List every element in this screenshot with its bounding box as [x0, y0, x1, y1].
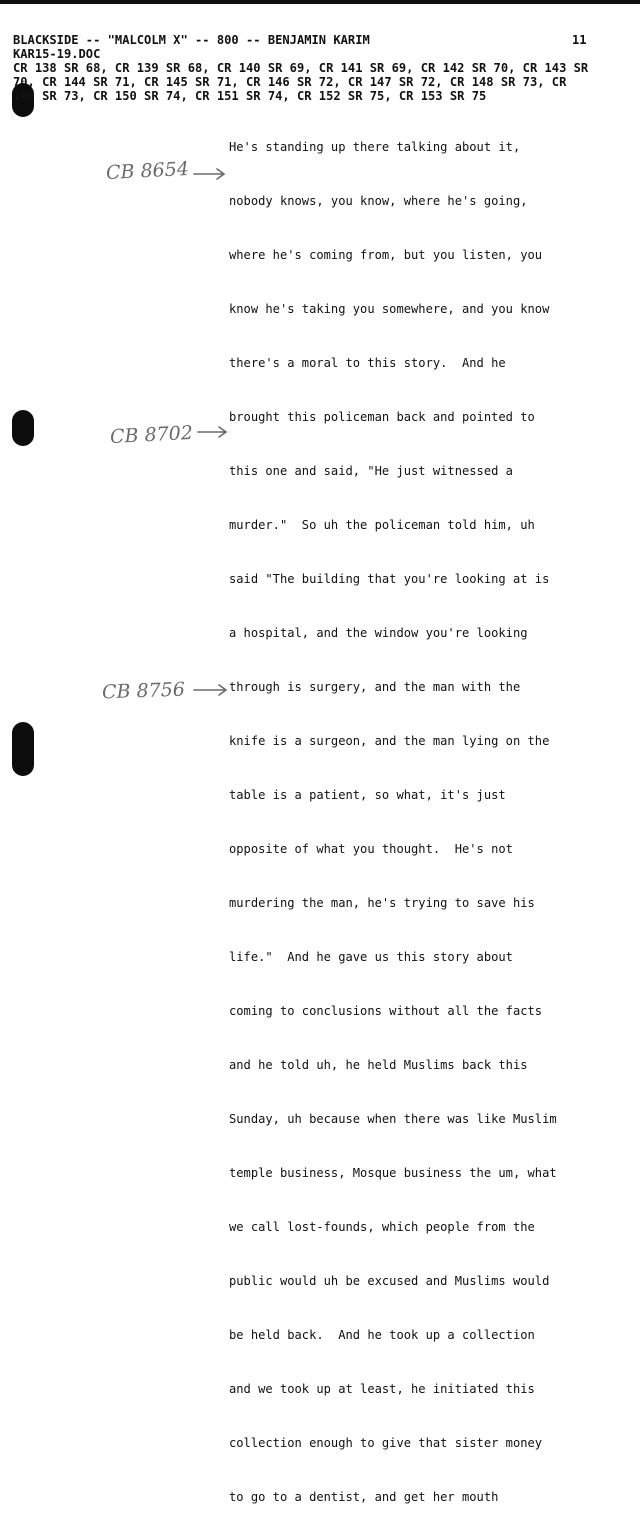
- scan-top-edge: [0, 0, 640, 4]
- punch-hole-bottom: [12, 722, 34, 776]
- transcript-line: He's standing up there talking about it,: [229, 140, 521, 154]
- transcript-line: murder." So uh the policeman told him, uh: [229, 518, 535, 532]
- roll-list-line: 149 SR 73, CR 150 SR 74, CR 151 SR 74, CR 152 SR 75, CR 153 SR 75: [13, 89, 487, 103]
- transcript-line: there's a moral to this story. And he: [229, 356, 506, 370]
- document-title-line: BLACKSIDE -- "MALCOLM X" -- 800 -- BENJAMIN KARIM: [13, 33, 370, 47]
- transcript-line: life." And he gave us this story about: [229, 950, 513, 964]
- transcript-line: public would uh be excused and Muslims would: [229, 1274, 550, 1288]
- transcript-line: opposite of what you thought. He's not: [229, 842, 513, 856]
- transcript-line: through is surgery, and the man with the: [229, 680, 521, 694]
- transcript-line: this one and said, "He just witnessed a: [229, 464, 513, 478]
- margin-note-cb-8654: CB 8654: [105, 157, 190, 185]
- transcript-line: know he's taking you somewhere, and you know: [229, 302, 550, 316]
- margin-note-cb-8756: CB 8756: [101, 678, 186, 704]
- punch-holes: [0, 0, 40, 842]
- transcript-line: temple business, Mosque business the um, what: [229, 1166, 557, 1180]
- transcript-line: Sunday, uh because when there was like Muslim: [229, 1112, 557, 1126]
- transcript-line: to go to a dentist, and get her mouth: [229, 1490, 499, 1504]
- transcript-line: coming to conclusions without all the facts: [229, 1004, 543, 1018]
- page-number: 11: [572, 33, 587, 47]
- document-filename: KAR15-19.DOC: [13, 47, 101, 61]
- transcript-line: be held back. And he took up a collection: [229, 1328, 535, 1342]
- transcript-line: brought this policeman back and pointed to: [229, 410, 535, 424]
- transcript-line: a hospital, and the window you're looking: [229, 626, 528, 640]
- transcript-line: table is a patient, so what, it's just: [229, 788, 506, 802]
- arrow-right-icon: [193, 683, 229, 697]
- transcript-line: knife is a surgeon, and the man lying on the: [229, 734, 550, 748]
- roll-list-line: 70, CR 144 SR 71, CR 145 SR 71, CR 146 SR 72, CR 147 SR 72, CR 148 SR 73, CR: [13, 75, 567, 89]
- transcript-line: and he told uh, he held Muslims back this: [229, 1058, 528, 1072]
- arrow-right-icon: [193, 167, 227, 181]
- transcript-line: where he's coming from, but you listen, you: [229, 248, 543, 262]
- margin-note-cb-8702: CB 8702: [109, 421, 194, 449]
- transcript-line: nobody knows, you know, where he's going,: [229, 194, 528, 208]
- transcript-line: collection enough to give that sister money: [229, 1436, 543, 1450]
- transcript-line: and we took up at least, he initiated this: [229, 1382, 535, 1396]
- transcript-line: murdering the man, he's trying to save his: [229, 896, 535, 910]
- transcript-line: said "The building that you're looking at is: [229, 572, 550, 586]
- punch-hole-middle: [12, 410, 34, 446]
- roll-list-line: CR 138 SR 68, CR 139 SR 68, CR 140 SR 69, CR 141 SR 69, CR 142 SR 70, CR 143 SR: [13, 61, 589, 75]
- arrow-right-icon: [197, 425, 229, 439]
- transcript-line: we call lost-founds, which people from the: [229, 1220, 535, 1234]
- transcript-body: [229, 106, 629, 1524]
